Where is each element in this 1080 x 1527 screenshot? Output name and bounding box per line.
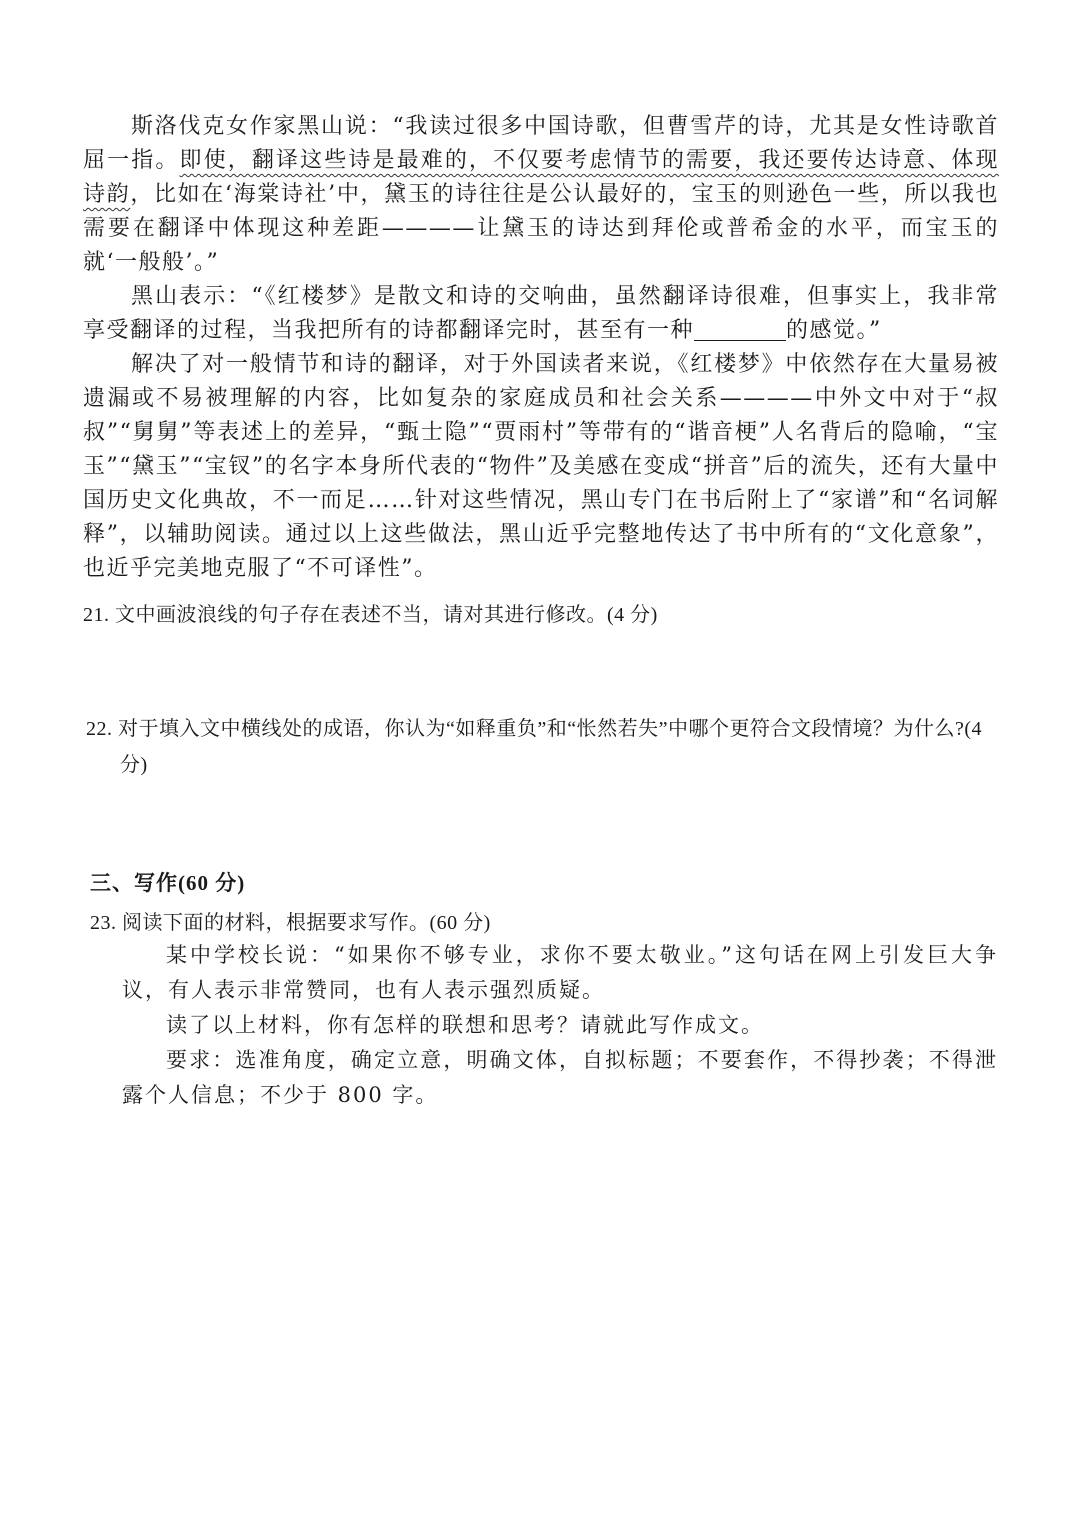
- passage-text: 黑山表示：“《红楼梦》是散文和诗的交响曲，虽然翻译诗很难，但事实上，我非常享受翻译的过程，当我把所有的诗都翻译完时，甚至有一种: [83, 284, 999, 343]
- reading-passage: [83, 110, 999, 586]
- material-paragraph-2: 读了以上材料，你有怎样的联想和思考？请就此写作成文。: [166, 1013, 764, 1037]
- passage-text: ，比如在‘海棠诗社’中，黛玉的诗往往是公认最好的，宝玉的则逊色一些，所以我也需要在翻译中体现这种差距————让黛玉的诗达到拜伦或普希金的水平，而宝玉的就‘一般般’。”: [83, 182, 999, 275]
- material-paragraph-1: 某中学校长说：“如果你不够专业，求你不要太敬业。”这句话在网上引发巨大争议，有人表示非常赞同，也有人表示强烈质疑。: [122, 943, 998, 1002]
- question-23: 23. 阅读下面的材料，根据要求写作。(60 分): [90, 912, 491, 934]
- passage-text: 的感觉。”: [786, 318, 882, 343]
- question-22: [86, 711, 1002, 783]
- passage-paragraph-2: [83, 280, 999, 348]
- question-21: 21. 文中画波浪线的句子存在表述不当，请对其进行修改。(4 分): [83, 604, 658, 626]
- fill-in-blank-line: [694, 316, 786, 341]
- writing-material: [122, 938, 998, 1113]
- material-requirements: 要求：选准角度，确定立意，明确文体，自拟标题；不要套作，不得抄袭；不得泄露个人信息；不少于 800 字。: [122, 1048, 998, 1107]
- passage-text: 斯洛伐克女作家黑山说：“我读过很多中国诗歌，但曹雪芹的诗，尤其是女性诗歌首屈一指。: [83, 114, 999, 173]
- section-title-writing: 三、写作(60 分): [90, 871, 246, 895]
- wavy-underlined-sentence: 即使，翻译这些诗是最难的，不仅要考虑情节的需要，我还要传达诗意、体现诗韵: [83, 148, 999, 207]
- passage-paragraph-1: [83, 110, 999, 280]
- question-22-text: 22. 对于填入文中横线处的成语，你认为“如释重负”和“怅然若失”中哪个更符合文段情境？为什么?(4 分): [86, 718, 983, 776]
- passage-paragraph-3: 解决了对一般情节和诗的翻译，对于外国读者来说，《红楼梦》中依然存在大量易被遗漏或不易被理解的内容，比如复杂的家庭成员和社会关系————中外文中对于“叔叔”“舅舅”等表述上的差异，“甄士隐”“贾雨村”等带有的“谐音梗”人名背后的隐喻，“宝玉”“黛玉”“宝钗”的名字本身所代表的“物件”及美感在变成“拼音”后的流失，还有大量中国历史文化典故，不一而足……针对这些情况，黑山专门在书后附上了“家谱”和“名词解释”，以辅助阅读。通过以上这些做法，黑山近乎完整地传达了书中所有的“文化意象”，也近乎完美地克服了“不可译性”。: [83, 352, 999, 581]
